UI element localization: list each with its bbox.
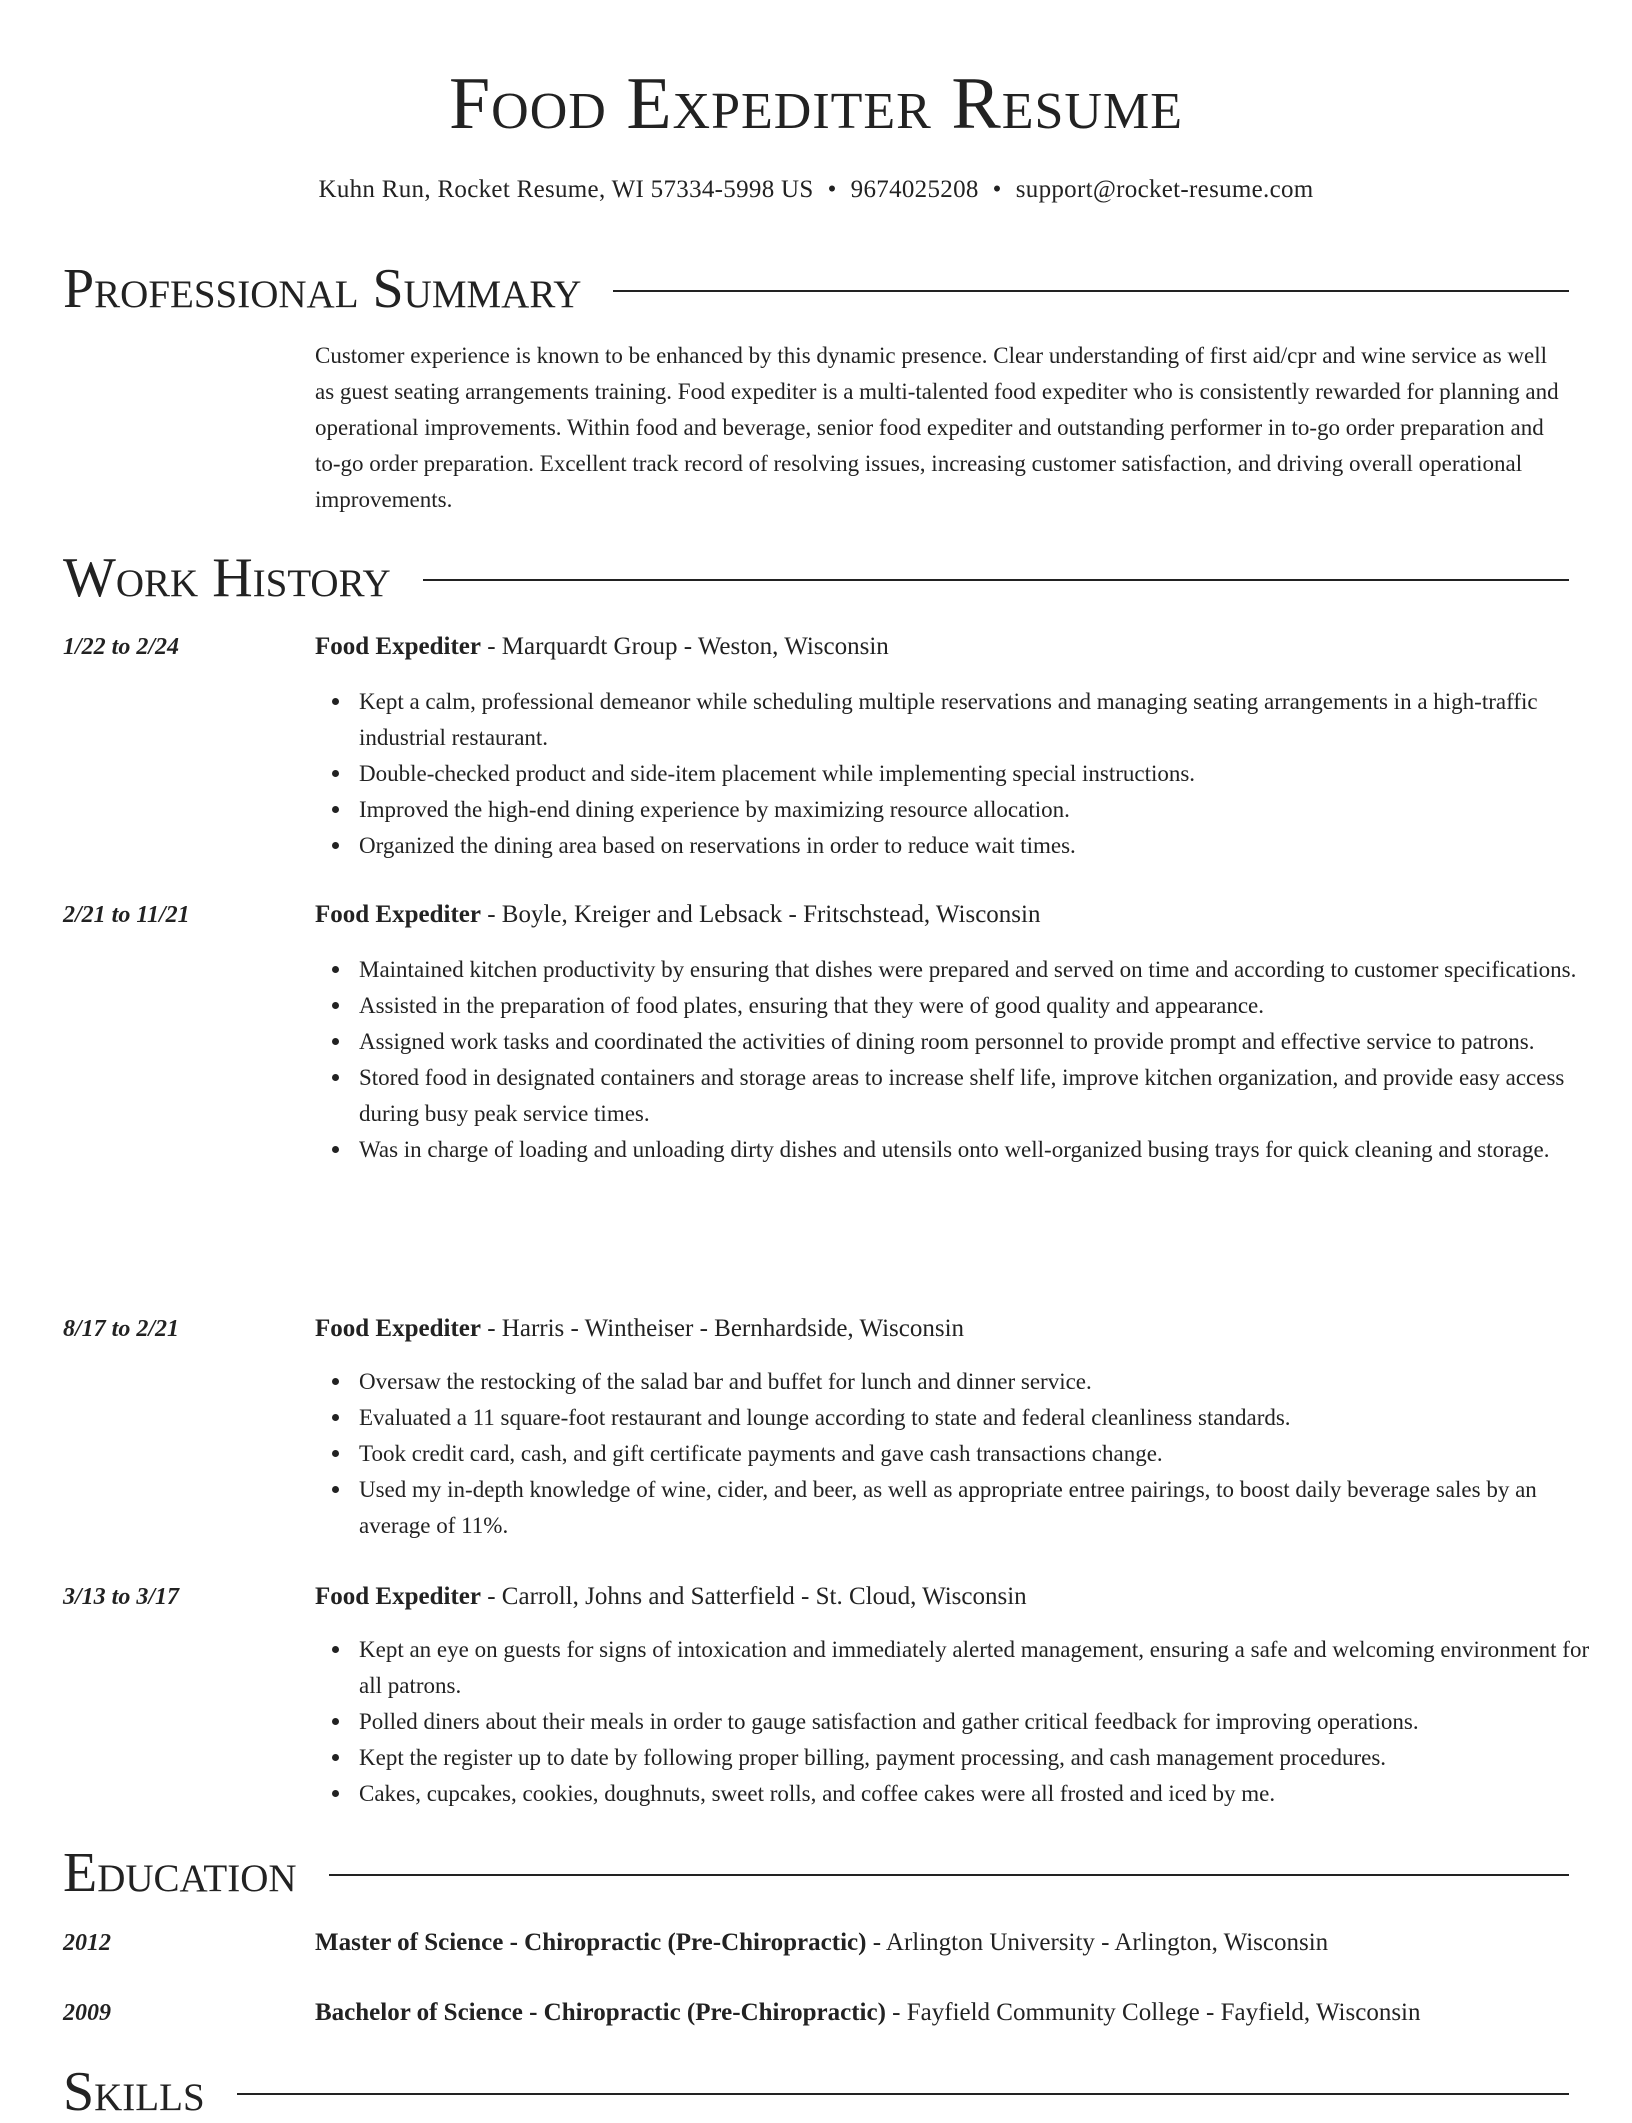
list-item: Kept a calm, professional demeanor while scheduling multiple reservations and managing seating arrangements in a high-traffic industrial restaurant. xyxy=(359,684,1614,756)
job-dates: 2/21 to 11/21 xyxy=(63,902,190,928)
contact-line xyxy=(0,174,1632,206)
work-section-header xyxy=(63,547,1569,609)
job-title: Food Expediter xyxy=(315,633,481,660)
job-details: - Carroll, Johns and Satterfield - St. Cloud, Wisconsin xyxy=(480,1583,1027,1610)
education-degree: Bachelor of Science - Chiropractic (Pre-Chiropractic) xyxy=(315,1999,886,2026)
education-section-header xyxy=(63,1842,1569,1904)
section-divider xyxy=(329,1874,1569,1876)
separator-dot: • xyxy=(827,176,837,203)
contact-email: support@rocket-resume.com xyxy=(1015,176,1314,203)
job-dates: 1/22 to 2/24 xyxy=(63,634,180,660)
list-item: Maintained kitchen productivity by ensuring that dishes were prepared and served on time and according to customer specifications. xyxy=(359,952,1614,988)
job-bullets xyxy=(315,1632,1614,1812)
job-details: - Marquardt Group - Weston, Wisconsin xyxy=(480,633,889,660)
list-item: Assigned work tasks and coordinated the activities of dining room personnel to provide prompt and effective service to patrons. xyxy=(359,1024,1614,1060)
job-title: Food Expediter xyxy=(315,1583,481,1610)
list-item: Cakes, cupcakes, cookies, doughnuts, sweet rolls, and coffee cakes were all frosted and iced by me. xyxy=(359,1776,1614,1812)
skills-heading: Skills xyxy=(63,2061,205,2123)
list-item: Kept the register up to date by following proper billing, payment processing, and cash management procedures. xyxy=(359,1740,1614,1776)
education-heading: Education xyxy=(63,1842,297,1904)
job-details: - Boyle, Kreiger and Lebsack - Fritschstead, Wisconsin xyxy=(480,901,1041,928)
education-details: - Fayfield Community College - Fayfield, Wisconsin xyxy=(885,1999,1421,2026)
section-divider xyxy=(237,2093,1569,2095)
education-year: 2012 xyxy=(63,1930,111,1956)
list-item: Oversaw the restocking of the salad bar and buffet for lunch and dinner service. xyxy=(359,1364,1614,1400)
section-divider xyxy=(613,290,1569,292)
education-details: - Arlington University - Arlington, Wisconsin xyxy=(866,1929,1329,1956)
list-item: Double-checked product and side-item placement while implementing special instructions. xyxy=(359,756,1614,792)
education-year: 2009 xyxy=(63,2000,111,2026)
list-item: Organized the dining area based on reservations in order to reduce wait times. xyxy=(359,828,1614,864)
list-item: Assisted in the preparation of food plates, ensuring that they were of good quality and appearance. xyxy=(359,988,1614,1024)
job-details: - Harris - Wintheiser - Bernhardside, Wisconsin xyxy=(480,1315,965,1342)
job-bullets xyxy=(315,952,1614,1168)
job-dates: 3/13 to 3/17 xyxy=(63,1584,180,1610)
skills-section-header xyxy=(63,2061,1569,2123)
work-heading: Work History xyxy=(63,547,391,609)
list-item: Improved the high-end dining experience by maximizing resource allocation. xyxy=(359,792,1614,828)
job-title: Food Expediter xyxy=(315,1315,481,1342)
section-divider xyxy=(423,579,1569,581)
list-item: Polled diners about their meals in order to gauge satisfaction and gather critical feedback for improving operations. xyxy=(359,1704,1614,1740)
summary-section-header xyxy=(63,258,1569,320)
resume-title: Food Expediter Resume xyxy=(449,63,1183,145)
list-item: Kept an eye on guests for signs of intoxication and immediately alerted management, ensuring a safe and welcoming environment for all patrons. xyxy=(359,1632,1614,1704)
job-title: Food Expediter xyxy=(315,901,481,928)
contact-phone: 9674025208 xyxy=(850,176,979,203)
education-entry xyxy=(315,1995,1421,2031)
list-item: Stored food in designated containers and storage areas to increase shelf life, improve kitchen organization, and provide easy access during busy peak service times. xyxy=(359,1060,1614,1132)
job-heading xyxy=(315,1579,1027,1615)
job-heading xyxy=(315,1311,964,1347)
job-heading xyxy=(315,629,889,665)
job-heading xyxy=(315,897,1040,933)
summary-heading: Professional Summary xyxy=(63,258,582,320)
education-entry xyxy=(315,1925,1328,1961)
separator-dot: • xyxy=(992,176,1002,203)
list-item: Took credit card, cash, and gift certificate payments and gave cash transactions change. xyxy=(359,1436,1614,1472)
job-bullets xyxy=(315,684,1614,864)
contact-address: Kuhn Run, Rocket Resume, WI 57334-5998 US xyxy=(318,176,814,203)
summary-text: Customer experience is known to be enhanced by this dynamic presence. Clear understanding of first aid/cpr and wine service as well as guest seating arrangements training. Food expediter is a multi-talented food expediter who is consistently rewarded for planning and operational improvements. Within food and beverage, senior food expediter and outstanding performer in to-go order preparation and to-go order preparation. Excellent track record of resolving issues, increasing customer satisfaction, and driving overall operational improvements. xyxy=(315,343,1559,512)
education-degree: Master of Science - Chiropractic (Pre-Chiropractic) xyxy=(315,1929,867,1956)
list-item: Evaluated a 11 square-foot restaurant and lounge according to state and federal cleanliness standards. xyxy=(359,1400,1614,1436)
job-bullets xyxy=(315,1364,1614,1544)
list-item: Used my in-depth knowledge of wine, cider, and beer, as well as appropriate entree pairings, to boost daily beverage sales by an average of 11%. xyxy=(359,1472,1614,1544)
list-item: Was in charge of loading and unloading dirty dishes and utensils onto well-organized busing trays for quick cleaning and storage. xyxy=(359,1132,1614,1168)
job-dates: 8/17 to 2/21 xyxy=(63,1316,180,1342)
